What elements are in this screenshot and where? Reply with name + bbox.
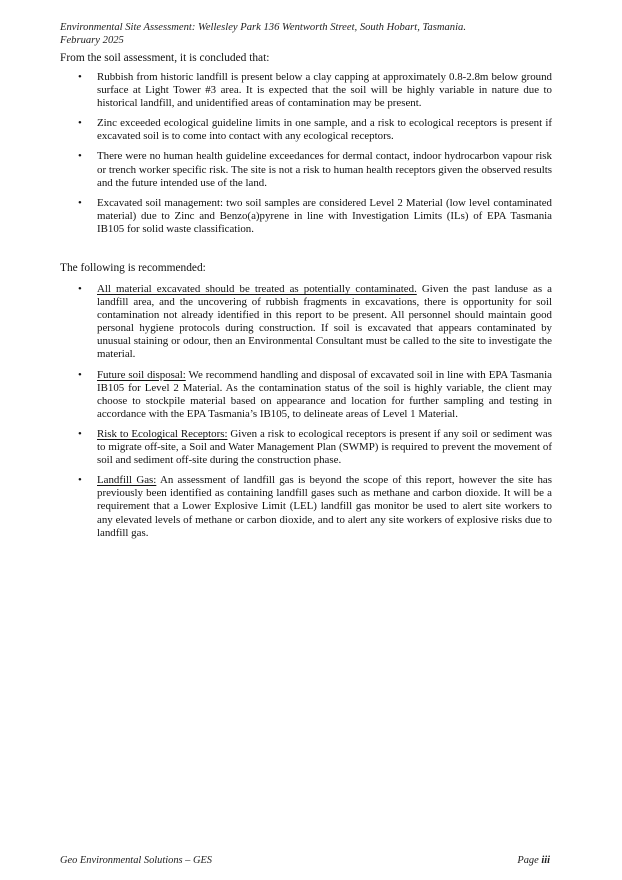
list-item <box>60 150 552 189</box>
list-item <box>60 474 552 539</box>
bullet-icon: • <box>78 196 82 209</box>
header-title: Environmental Site Assessment: Wellesley Park 136 Wentworth Street, South Hobart, Tasmania. <box>60 22 466 33</box>
recommendations-intro: The following is recommended: <box>60 262 206 274</box>
bullet-icon: • <box>78 368 82 381</box>
header-date: February 2025 <box>60 35 124 46</box>
list-item <box>60 369 552 421</box>
list-item <box>60 117 552 143</box>
recommendation-text: We recommend handling and disposal of excavated soil in line with EPA Tasmania IB105 for Level 2 Material. As the contamination status of the soil is highly variable, the client may choose to stockpile material based on appearance and location for further sampling and testing in accordance with the EPA Tasmania’s IB105, to delineate areas of Level 1 Material. <box>97 368 552 420</box>
bullet-icon: • <box>78 71 82 83</box>
recommendation-heading: Future soil disposal: <box>97 368 186 381</box>
recommendation-text: Given a risk to ecological receptors is present if any soil or sediment was to migrate off-site, a Soil and Water Management Plan (SWMP) is required to prevent the movement of soil and sediment off-site during the construction phase. <box>97 427 552 467</box>
running-header <box>60 21 560 47</box>
bullet-icon: • <box>78 117 82 130</box>
conclusions-intro: From the soil assessment, it is concluded that: <box>60 52 270 64</box>
conclusion-text: Excavated soil management: two soil samples are considered Level 2 Material (low level contaminated material) due to Zinc and Benzo(a)pyrene in line with Investigation Limits (ILs) of EPA Tasmania IB105 for solid waste classification. <box>97 196 552 235</box>
bullet-icon: • <box>78 474 82 487</box>
page-number-value: iii <box>541 855 550 866</box>
list-item <box>60 197 552 236</box>
recommendation-text: An assessment of landfill gas is beyond the scope of this report, however the site has previously been identified as containing landfill gases such as methane and carbon dioxide. It will be a requirement that a Lower Explosive Limit (LEL) landfill gas monitor be used to alert site workers to any elevated levels of methane or carbon dioxide, and to alert any site workers of explosive risks due to landfill gas. <box>97 474 552 539</box>
recommendation-heading: Risk to Ecological Receptors: <box>97 427 228 440</box>
conclusions-list <box>60 71 552 243</box>
bullet-icon: • <box>78 427 82 440</box>
list-item <box>60 283 552 362</box>
conclusion-text: Zinc exceeded ecological guideline limits in one sample, and a risk to ecological receptors is present if excavated soil is to come into contact with any ecological receptors. <box>97 117 552 143</box>
recommendation-text: Given the past landuse as a landfill area, and the uncovering of rubbish fragments in excavations, there is opportunity for soil contamination not already identified in this report to be present. All personnel should maintain good personal hygiene protocols during construction. If soil is excavated that appears contaminated by unusual staining or odour, then an Environmental Consultant must be called to the site to investigate the material. <box>97 283 552 361</box>
page-label: Page <box>517 855 539 866</box>
page-number <box>517 855 550 867</box>
recommendation-heading: All material excavated should be treated as potentially contaminated. <box>97 283 417 295</box>
list-item <box>60 428 552 467</box>
list-item <box>60 71 552 110</box>
conclusion-text: There were no human health guideline exceedances for dermal contact, indoor hydrocarbon vapour risk or trench worker specific risk. The site is not a risk to human health receptors given the observed results and the future intended use of the land. <box>97 150 552 189</box>
recommendation-heading: Landfill Gas: <box>97 474 157 487</box>
bullet-icon: • <box>78 283 82 295</box>
bullet-icon: • <box>78 150 82 163</box>
footer-company: Geo Environmental Solutions – GES <box>60 855 212 866</box>
recommendations-list <box>60 283 552 547</box>
conclusion-text: Rubbish from historic landfill is present below a clay capping at approximately 0.8-2.8m below ground surface at Light Tower #3 area. It is expected that the soil will be highly variable in nature due to historical landfill, and unidentified areas of contamination may be present. <box>97 71 552 110</box>
